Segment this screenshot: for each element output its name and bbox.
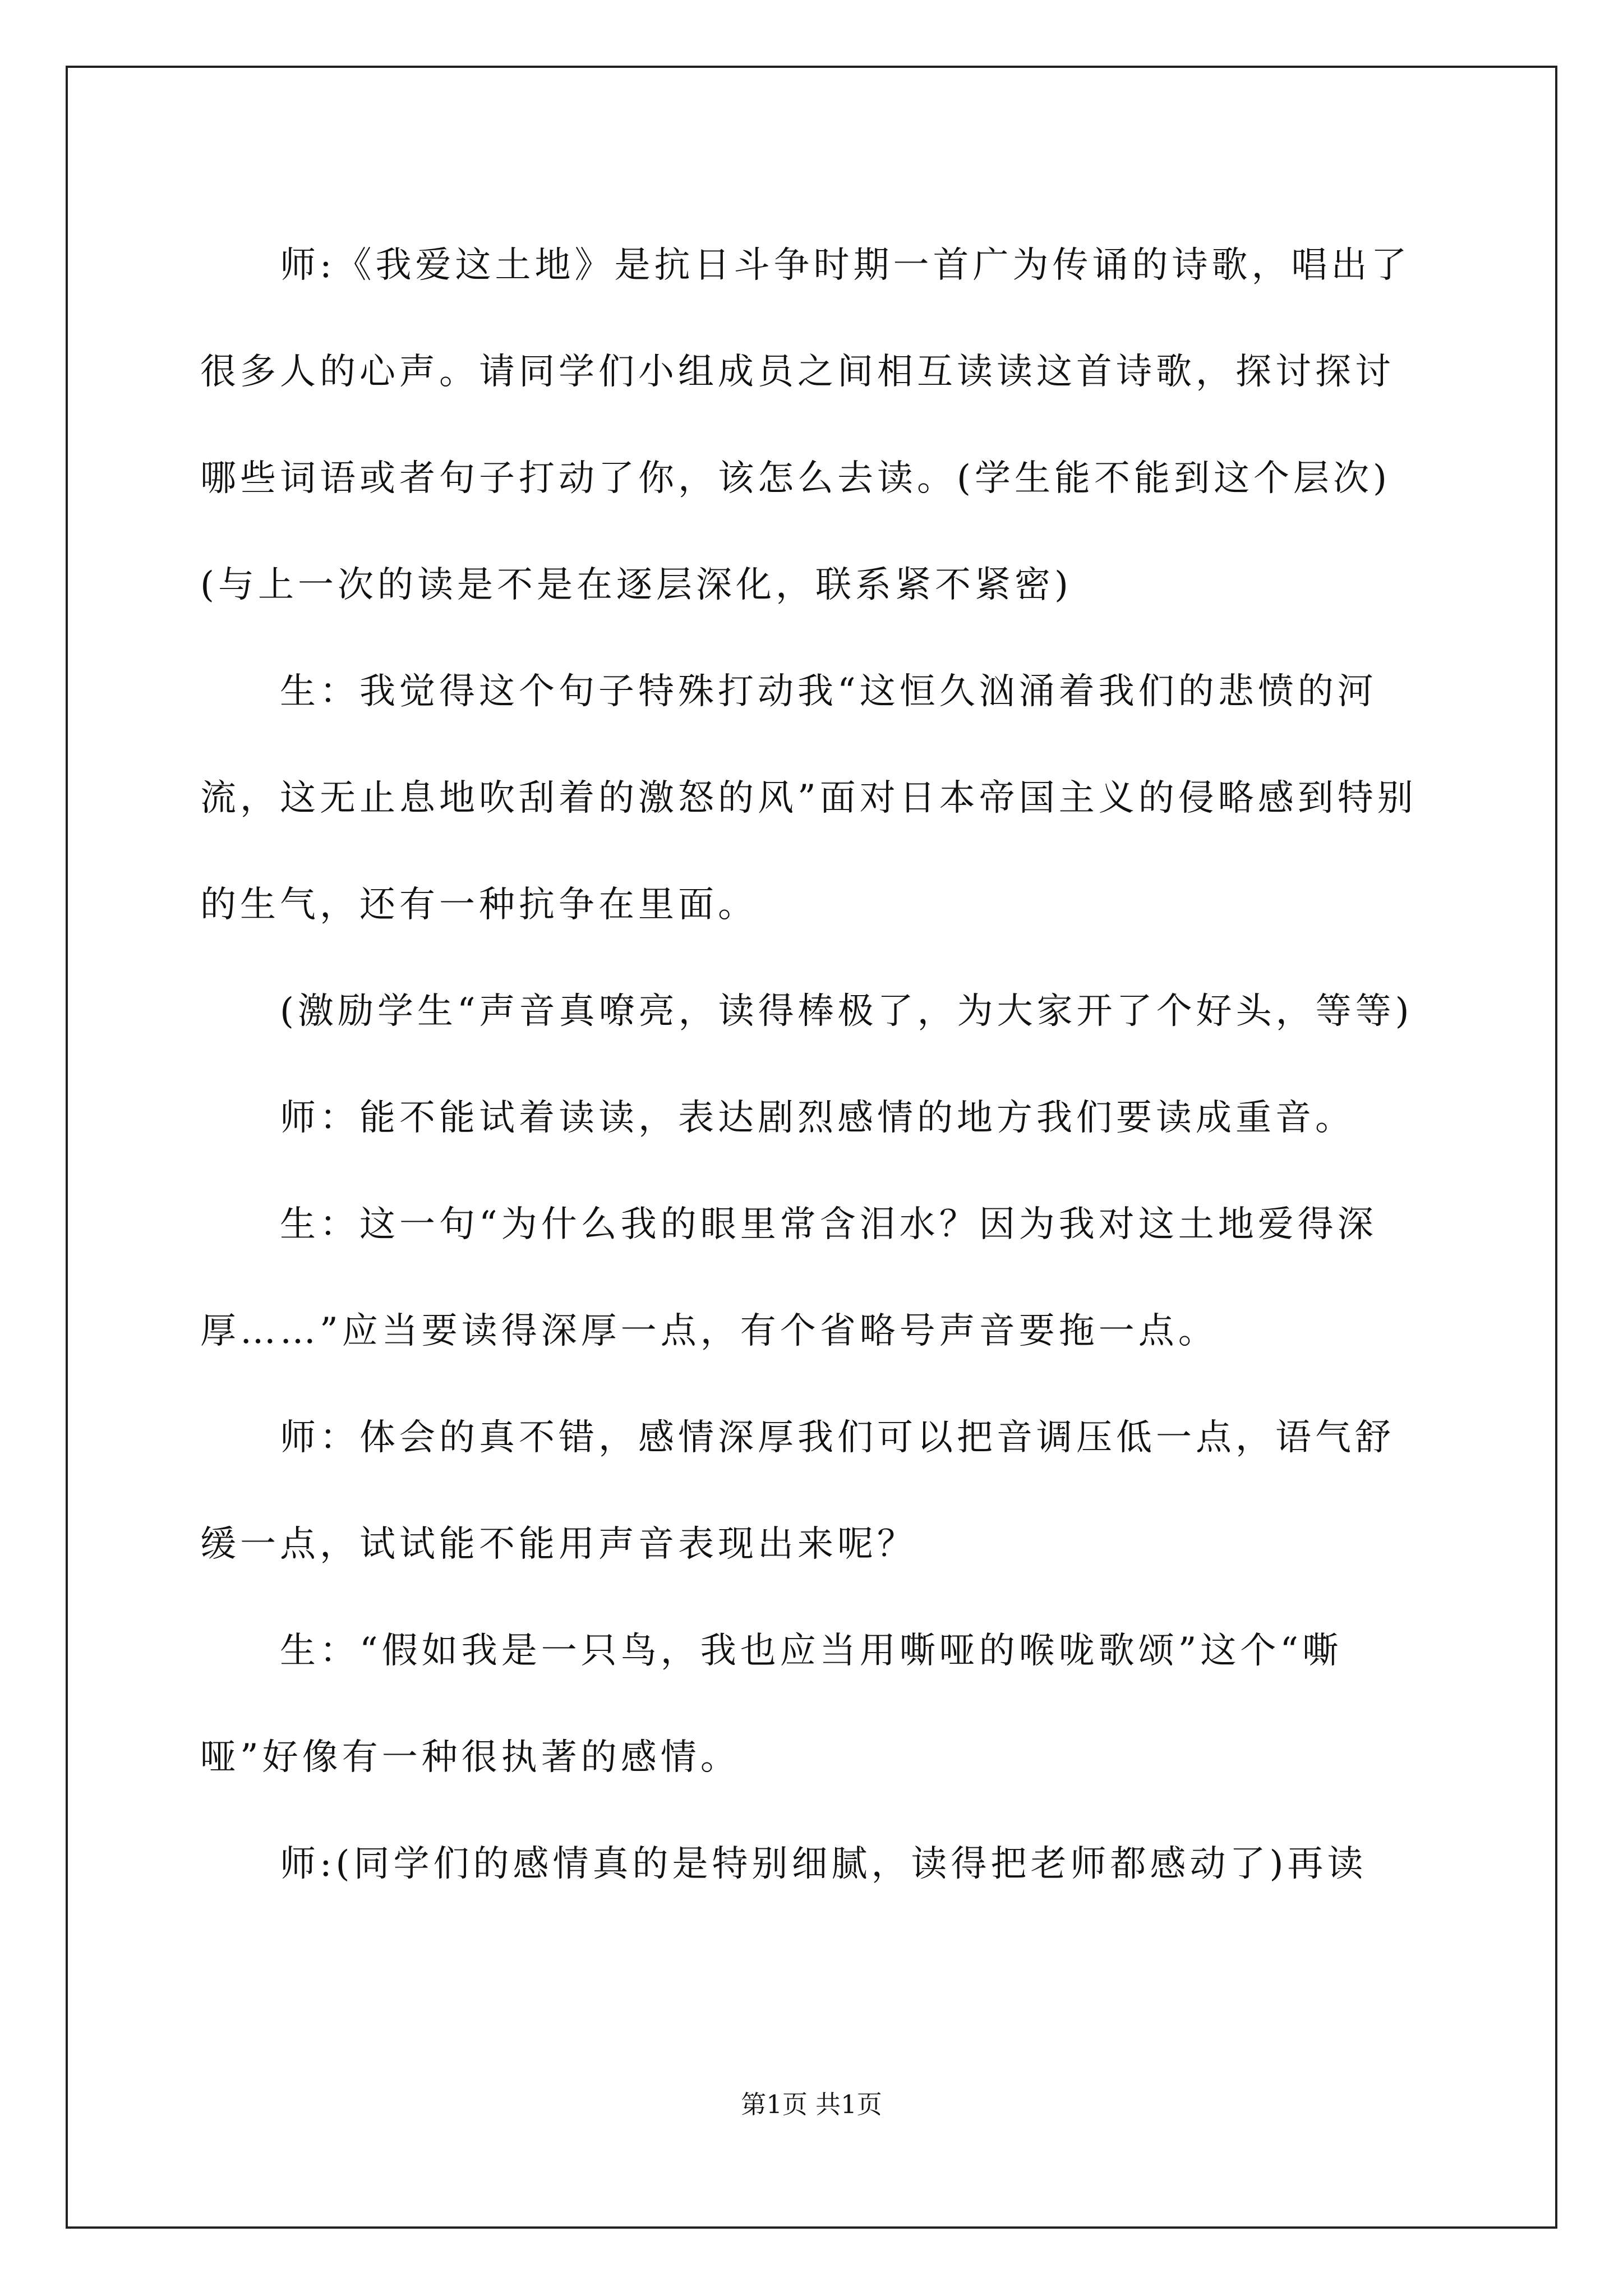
paragraph-9: 师:(同学们的感情真的是特别细腻，读得把老师都感动了)再读: [280, 1843, 1367, 1885]
paragraph-1: 师:《我爱这土地》是抗日斗争时期一首广为传诵的诗歌，唱出了很多人的心声。请同学们小组成员之间相互读读这首诗歌，探讨探讨哪些词语或者句子打动了你，该怎么去读。(学生能不能到这个层次): [200, 245, 1411, 499]
page-footer: 第1页 共1页: [741, 2090, 882, 2119]
document-body: [200, 212, 1426, 1917]
paragraph-4: (激励学生“声音真嘹亮，读得棒极了，为大家开了个好头，等等): [280, 991, 1413, 1032]
paragraph-8: 生：“假如我是一只鸟，我也应当用嘶哑的喉咙歌颂”这个“嘶哑”好像有一种很执著的感情。: [200, 1630, 1343, 1778]
paragraph-5: 师：能不能试着读读，表达剧烈感情的地方我们要读成重音。: [280, 1097, 1355, 1139]
paragraph-6: 生：这一句“为什么我的眼里常含泪水？因为我对这土地爱得深厚……”应当要读得深厚一点，有个省略号声音要拖一点。: [200, 1204, 1377, 1352]
paragraph-7: 师：体会的真不错，感情深厚我们可以把音调压低一点，语气舒缓一点，试试能不能用声音表现出来呢？: [200, 1417, 1395, 1565]
paragraph-3: 生：我觉得这个句子特殊打动我“这恒久汹涌着我们的悲愤的河流，这无止息地吹刮着的激怒的风”面对日本帝国主义的侵略感到特别的生气，还有一种抗争在里面。: [200, 671, 1417, 926]
paragraph-2: (与上一次的读是不是在逐层深化，联系紧不紧密): [200, 564, 1072, 606]
